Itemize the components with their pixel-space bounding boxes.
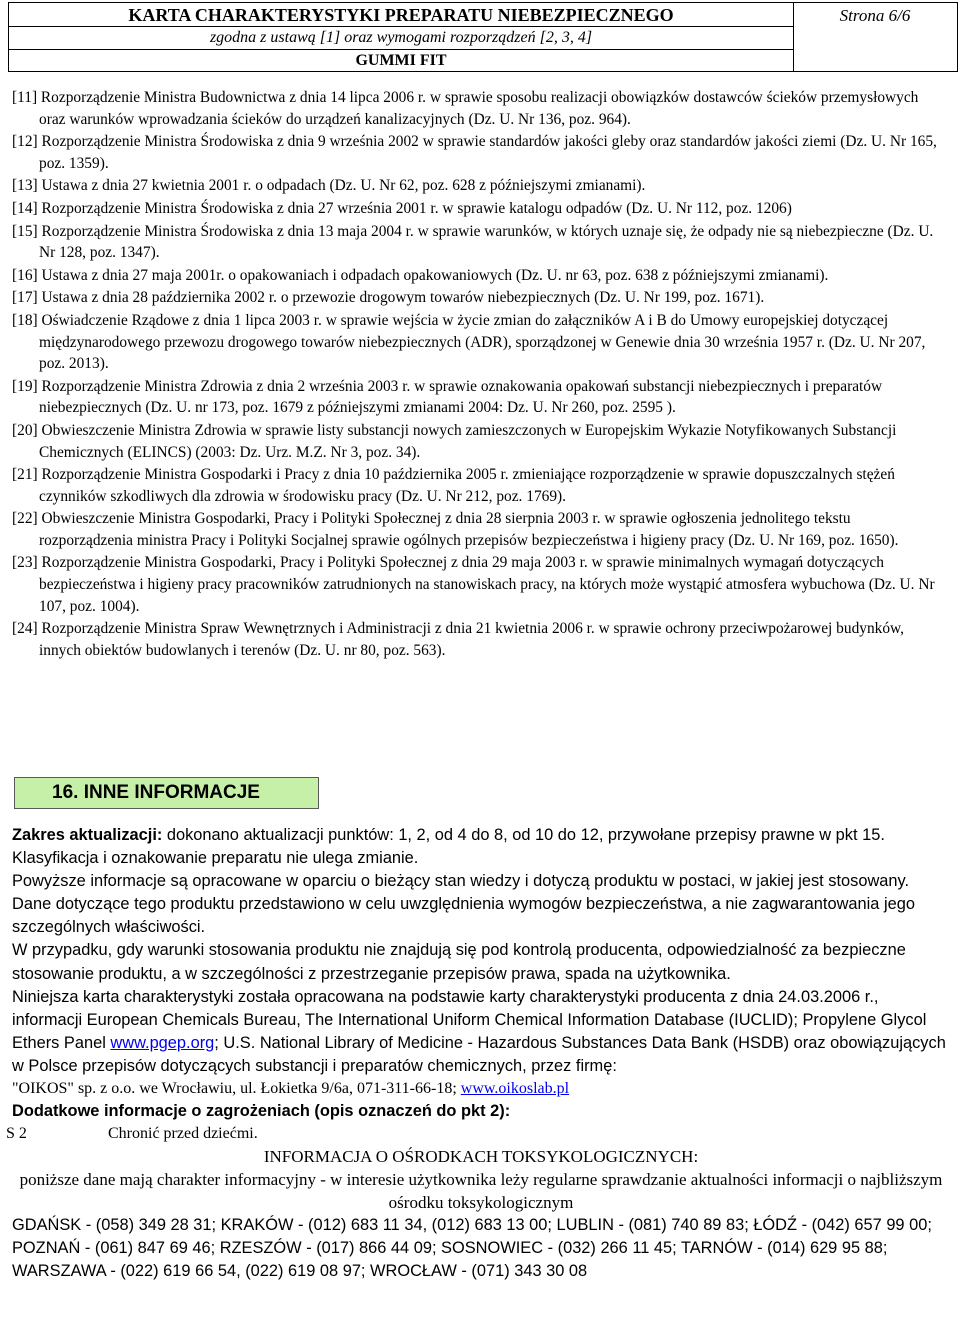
reference-item: [14] Rozporządzenie Ministra Środowiska z dnia 27 września 2001 r. w sprawie katalogu odpadów (Dz. U. Nr 112, poz. 1206) <box>12 199 792 217</box>
references-list <box>12 87 948 662</box>
tox-centers-note: poniższe dane mają charakter informacyjny - w interesie użytkownika leży regularne sprawdzanie aktualności informacji o najbliższym ośrodku toksykologicznym <box>19 1170 943 1213</box>
s-phrase-row <box>6 1123 950 1145</box>
sources-text: Niniejsza karta charakterystyki została opracowana na podstawie karty charakterystyki producenta z dnia 24.03.2006 r., informacji European Chemicals Bureau, The International Uniform Chemical Information Database (IUCLID); Propylene Glycol Ethers Panel <box>12 987 927 1052</box>
info-paragraph: W przypadku, gdy warunki stosowania produktu nie znajdują się pod kontrolą producenta, odpowiedzialność za bezpieczne stosowanie produktu, a w szczególności z przestrzeganie przepisów prawa, spada na użytkownika. <box>12 941 906 983</box>
pgep-link[interactable]: www.pgep.org <box>110 1033 215 1052</box>
extra-hazards-label: Dodatkowe informacje o zagrożeniach (opis oznaczeń do pkt 2): <box>12 1102 511 1121</box>
section-16-heading <box>14 777 319 809</box>
s-phrase-description: Chronić przed dziećmi. <box>108 1125 258 1143</box>
update-text: dokonano aktualizacji punktów: 1, 2, od 4 do 8, od 10 do 12, przywołane przepisy prawne w pkt 15. Klasyfikacja i oznakowanie preparatu nie ulega zmianie. <box>12 826 885 868</box>
update-scope <box>12 824 950 870</box>
page-number: Strona 6/6 <box>839 6 911 25</box>
reference-item: [11] Rozporządzenie Ministra Budownictwa z dnia 14 lipca 2006 r. w sprawie sposobu realizacji obowiązków dostawców ścieków przemysłowych oraz warunków wprowadzania ścieków do urządzeń kanalizacyjnych (Dz. U. Nr 136, poz. 964). <box>12 89 919 128</box>
sources-paragraph <box>12 986 950 1078</box>
extra-hazards-title <box>12 1100 950 1123</box>
tox-centers-contacts: GDAŃSK - (058) 349 28 31; KRAKÓW - (012) 683 11 34, (012) 683 13 00; LUBLIN - (081) 740 89 83; ŁÓDŹ - (042) 657 99 00; POZNAŃ - (061) 847 69 46; RZESZÓW - (017) 866 44 09; SOSNOWIEC - (032) 266 11 45; TARNÓW - (014) 629 95 88; WARSZAWA - (022) 619 66 54, (022) 619 08 97; WROCŁAW - (071) 343 30 08 <box>12 1216 932 1281</box>
reference-item: [13] Ustawa z dnia 27 kwietnia 2001 r. o odpadach (Dz. U. Nr 62, poz. 628 z późniejszymi zmianami). <box>12 177 646 195</box>
reference-item: [17] Ustawa z dnia 28 października 2002 r. o przewozie drogowym towarów niebezpiecznych (Dz. U. Nr 199, poz. 1671). <box>12 289 765 307</box>
reference-item: [12] Rozporządzenie Ministra Środowiska z dnia 9 września 2002 w sprawie standardów jakości gleby oraz standardów jakości ziemi (Dz. U. Nr 165, poz. 1359). <box>12 133 937 172</box>
header-title-block <box>9 3 794 71</box>
oikoslab-link[interactable]: www.oikoslab.pl <box>460 1080 570 1098</box>
sources-text-cont: ; U.S. National Library of Medicine - Hazardous Substances Data Bank (HSDB) oraz obowiązujących w Polsce przepisów dotyczących substancji i preparatów chemicznych, przez firmę: <box>12 1033 946 1075</box>
tox-centers-title: INFORMACJA O OŚRODKACH TOKSYKOLOGICZNYCH: <box>263 1147 699 1167</box>
reference-item: [16] Ustawa z dnia 27 maja 2001r. o opakowaniach i odpadach opakowaniowych (Dz. U. nr 63, poz. 638 z późniejszymi zmianami). <box>12 266 829 284</box>
update-label: Zakres aktualizacji: <box>12 826 163 844</box>
reference-item: [18] Oświadczenie Rządowe z dnia 1 lipca 2003 r. w sprawie wejścia w życie zmian do załączników A i B do Umowy europejskiej dotyczącej międzynarodowego przewozu drogowego towarów niebezpiecznych (ADR), sporządzonej w Genewie dnia 30 września 1957 r. (Dz. U. Nr 207, poz. 2013). <box>12 311 926 373</box>
section-16-title: 16. INNE INFORMACJE <box>52 782 260 803</box>
reference-item: [24] Rozporządzenie Ministra Spraw Wewnętrznych i Administracji z dnia 21 kwietnia 2006 r. w sprawie ochrony przeciwpożarowej budynków, innych obiektów budowlanych i terenów (Dz. U. nr 80, poz. 563). <box>12 620 905 659</box>
other-information <box>6 824 950 1283</box>
document-subtitle: zgodna z ustawą [1] oraz wymogami rozporządzeń [2, 3, 4] <box>9 26 793 49</box>
info-paragraph: Powyższe informacje są opracowane w oparciu o bieżący stan wiedzy i dotyczą produktu w postaci, w jakiej jest stosowany. Dane dotyczące tego produktu przedstawiono w celu uwzględnienia wymogów bezpieczeństwa, a nie zagwarantowania jego szczególnych właściwości. <box>12 872 915 937</box>
reference-item: [20] Obwieszczenie Ministra Zdrowia w sprawie listy substancji nowych zamieszczonych w Europejskim Wykazie Notyfikowanych Substancji Chemicznych (ELINCS) (2003: Dz. Urz. M.Z. Nr 3, poz. 34). <box>12 421 897 461</box>
s-phrase-code: S 2 <box>6 1125 27 1143</box>
reference-item: [23] Rozporządzenie Ministra Gospodarki, Pracy i Polityki Społecznej z dnia 29 maja 2003 r. w sprawie minimalnych wymagań dotyczących bezpieczeństwa i higieny pracy pracowników zatrudnionych na stanowiskach pracy, na których może wystąpić atmosfera wybuchowa (Dz. U. Nr 107, poz. 1004). <box>12 554 935 615</box>
reference-item: [15] Rozporządzenie Ministra Środowiska z dnia 13 maja 2004 r. w sprawie warunków, w których uznaje się, że odpady nie są niebezpieczne (Dz. U. Nr 128, poz. 1347). <box>12 222 934 262</box>
company-address: "OIKOS" sp. z o.o. we Wrocławiu, ul. Łokietka 9/6a, 071-311-66-18; <box>12 1080 461 1098</box>
company-line <box>12 1078 950 1100</box>
reference-item: [19] Rozporządzenie Ministra Zdrowia z dnia 2 września 2003 r. w sprawie oznakowania opakowań substancji niebezpiecznych i preparatów niebezpiecznych (Dz. U. nr 173, poz. 1679 z późniejszymi zmianami 2004: Dz. U. Nr 260, poz. 2595 ). <box>12 377 883 417</box>
reference-item: [22] Obwieszczenie Ministra Gospodarki, Pracy i Polityki Społecznej z dnia 28 sierpnia 2003 r. w sprawie ogłoszenia jednolitego tekstu rozporządzenia ministra Pracy i Polityki Socjalnej sprawie ogólnych przepisów bezpieczeństwa i higieny pracy (Dz. U. Nr 169, poz. 1650). <box>12 510 899 549</box>
product-name: GUMMI FIT <box>9 49 793 72</box>
document-title: KARTA CHARAKTERYSTYKI PREPARATU NIEBEZPIECZNEGO <box>128 5 674 25</box>
document-header <box>8 2 958 72</box>
reference-item: [21] Rozporządzenie Ministra Gospodarki i Pracy z dnia 10 października 2005 r. zmieniające rozporządzenie w sprawie dopuszczalnych stężeń czynników szkodliwych dla zdrowia w środowisku pracy (Dz. U. Nr 212, poz. 1769). <box>12 466 895 505</box>
